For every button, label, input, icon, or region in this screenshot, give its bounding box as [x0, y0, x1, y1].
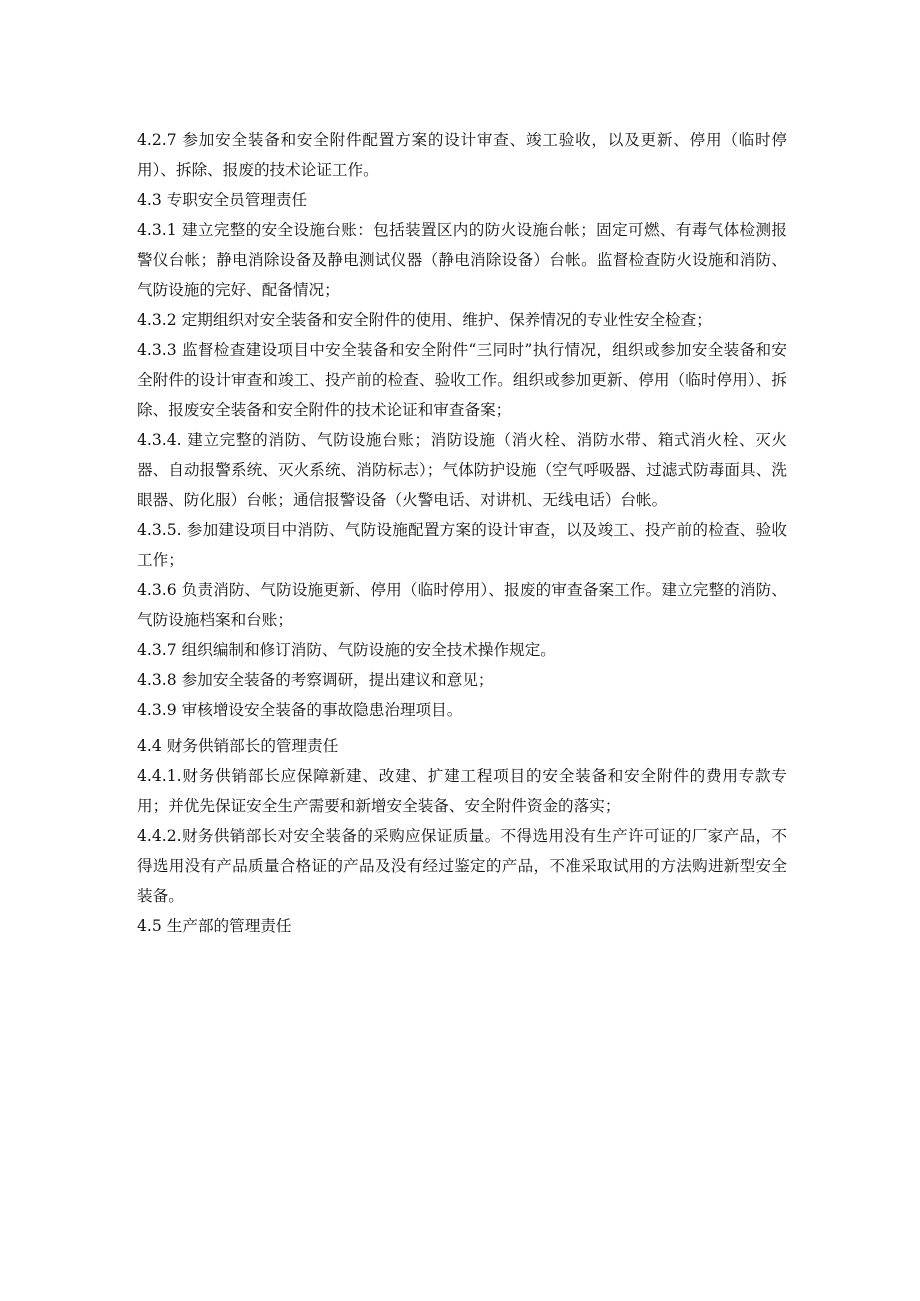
clause-4-3-1: 4.3.1 建立完整的安全设施台账：包括装置区内的防火设施台帐；固定可燃、有毒气体检测报警仪台帐；静电消除设备及静电测试仪器（静电消除设备）台帐。监督检查防火设施和消防、气防设施的完好、配备情况； [137, 221, 787, 299]
clause-4-3-2: 4.3.2 定期组织对安全装备和安全附件的使用、维护、保养情况的专业性安全检查； [137, 311, 712, 329]
clause-4-3-7: 4.3.7 组织编制和修订消防、气防设施的安全技术操作规定。 [137, 641, 556, 659]
clause-4-4-2: 4.4.2.财务供销部长对安全装备的采购应保证质量。不得选用没有生产许可证的厂家产品，不得选用没有产品质量合格证的产品及没有经过鉴定的产品，不准采取试用的方法购进新型安全装备。 [137, 827, 787, 905]
document-body [137, 125, 787, 941]
section-heading-4-3: 4.3 专职安全员管理责任 [137, 191, 308, 209]
clause-4-3-8: 4.3.8 参加安全装备的考察调研，提出建议和意见； [137, 671, 494, 689]
section-heading-4-4: 4.4 财务供销部长的管理责任 [137, 737, 339, 755]
clause-4-3-5: 4.3.5. 参加建设项目中消防、气防设施配置方案的设计审查，以及竣工、投产前的检查、验收工作； [137, 521, 787, 569]
clause-4-3-4: 4.3.4. 建立完整的消防、气防设施台账；消防设施（消火栓、消防水带、箱式消火栓、灭火器、自动报警系统、灭火系统、消防标志）；气体防护设施（空气呼吸器、过滤式防毒面具、洗眼器、防化服）台帐；通信报警设备（火警电话、对讲机、无线电话）台帐。 [137, 431, 787, 509]
clause-4-2-7: 4.2.7 参加安全装备和安全附件配置方案的设计审查、竣工验收，以及更新、停用（临时停用）、拆除、报废的技术论证工作。 [137, 131, 787, 179]
clause-4-4-1: 4.4.1.财务供销部长应保障新建、改建、扩建工程项目的安全装备和安全附件的费用专款专用；并优先保证安全生产需要和新增安全装备、安全附件资金的落实； [137, 767, 787, 815]
section-heading-4-5: 4.5 生产部的管理责任 [137, 917, 292, 935]
clause-4-3-3: 4.3.3 监督检查建设项目中安全装备和安全附件“三同时”执行情况，组织或参加安全装备和安全附件的设计审查和竣工、投产前的检查、验收工作。组织或参加更新、停用（临时停用）、拆除、报废安全装备和安全附件的技术论证和审查备案； [137, 341, 787, 419]
clause-4-3-6: 4.3.6 负责消防、气防设施更新、停用（临时停用）、报废的审查备案工作。建立完整的消防、气防设施档案和台账； [137, 581, 787, 629]
clause-4-3-9: 4.3.9 审核增设安全装备的事故隐患治理项目。 [137, 701, 463, 719]
